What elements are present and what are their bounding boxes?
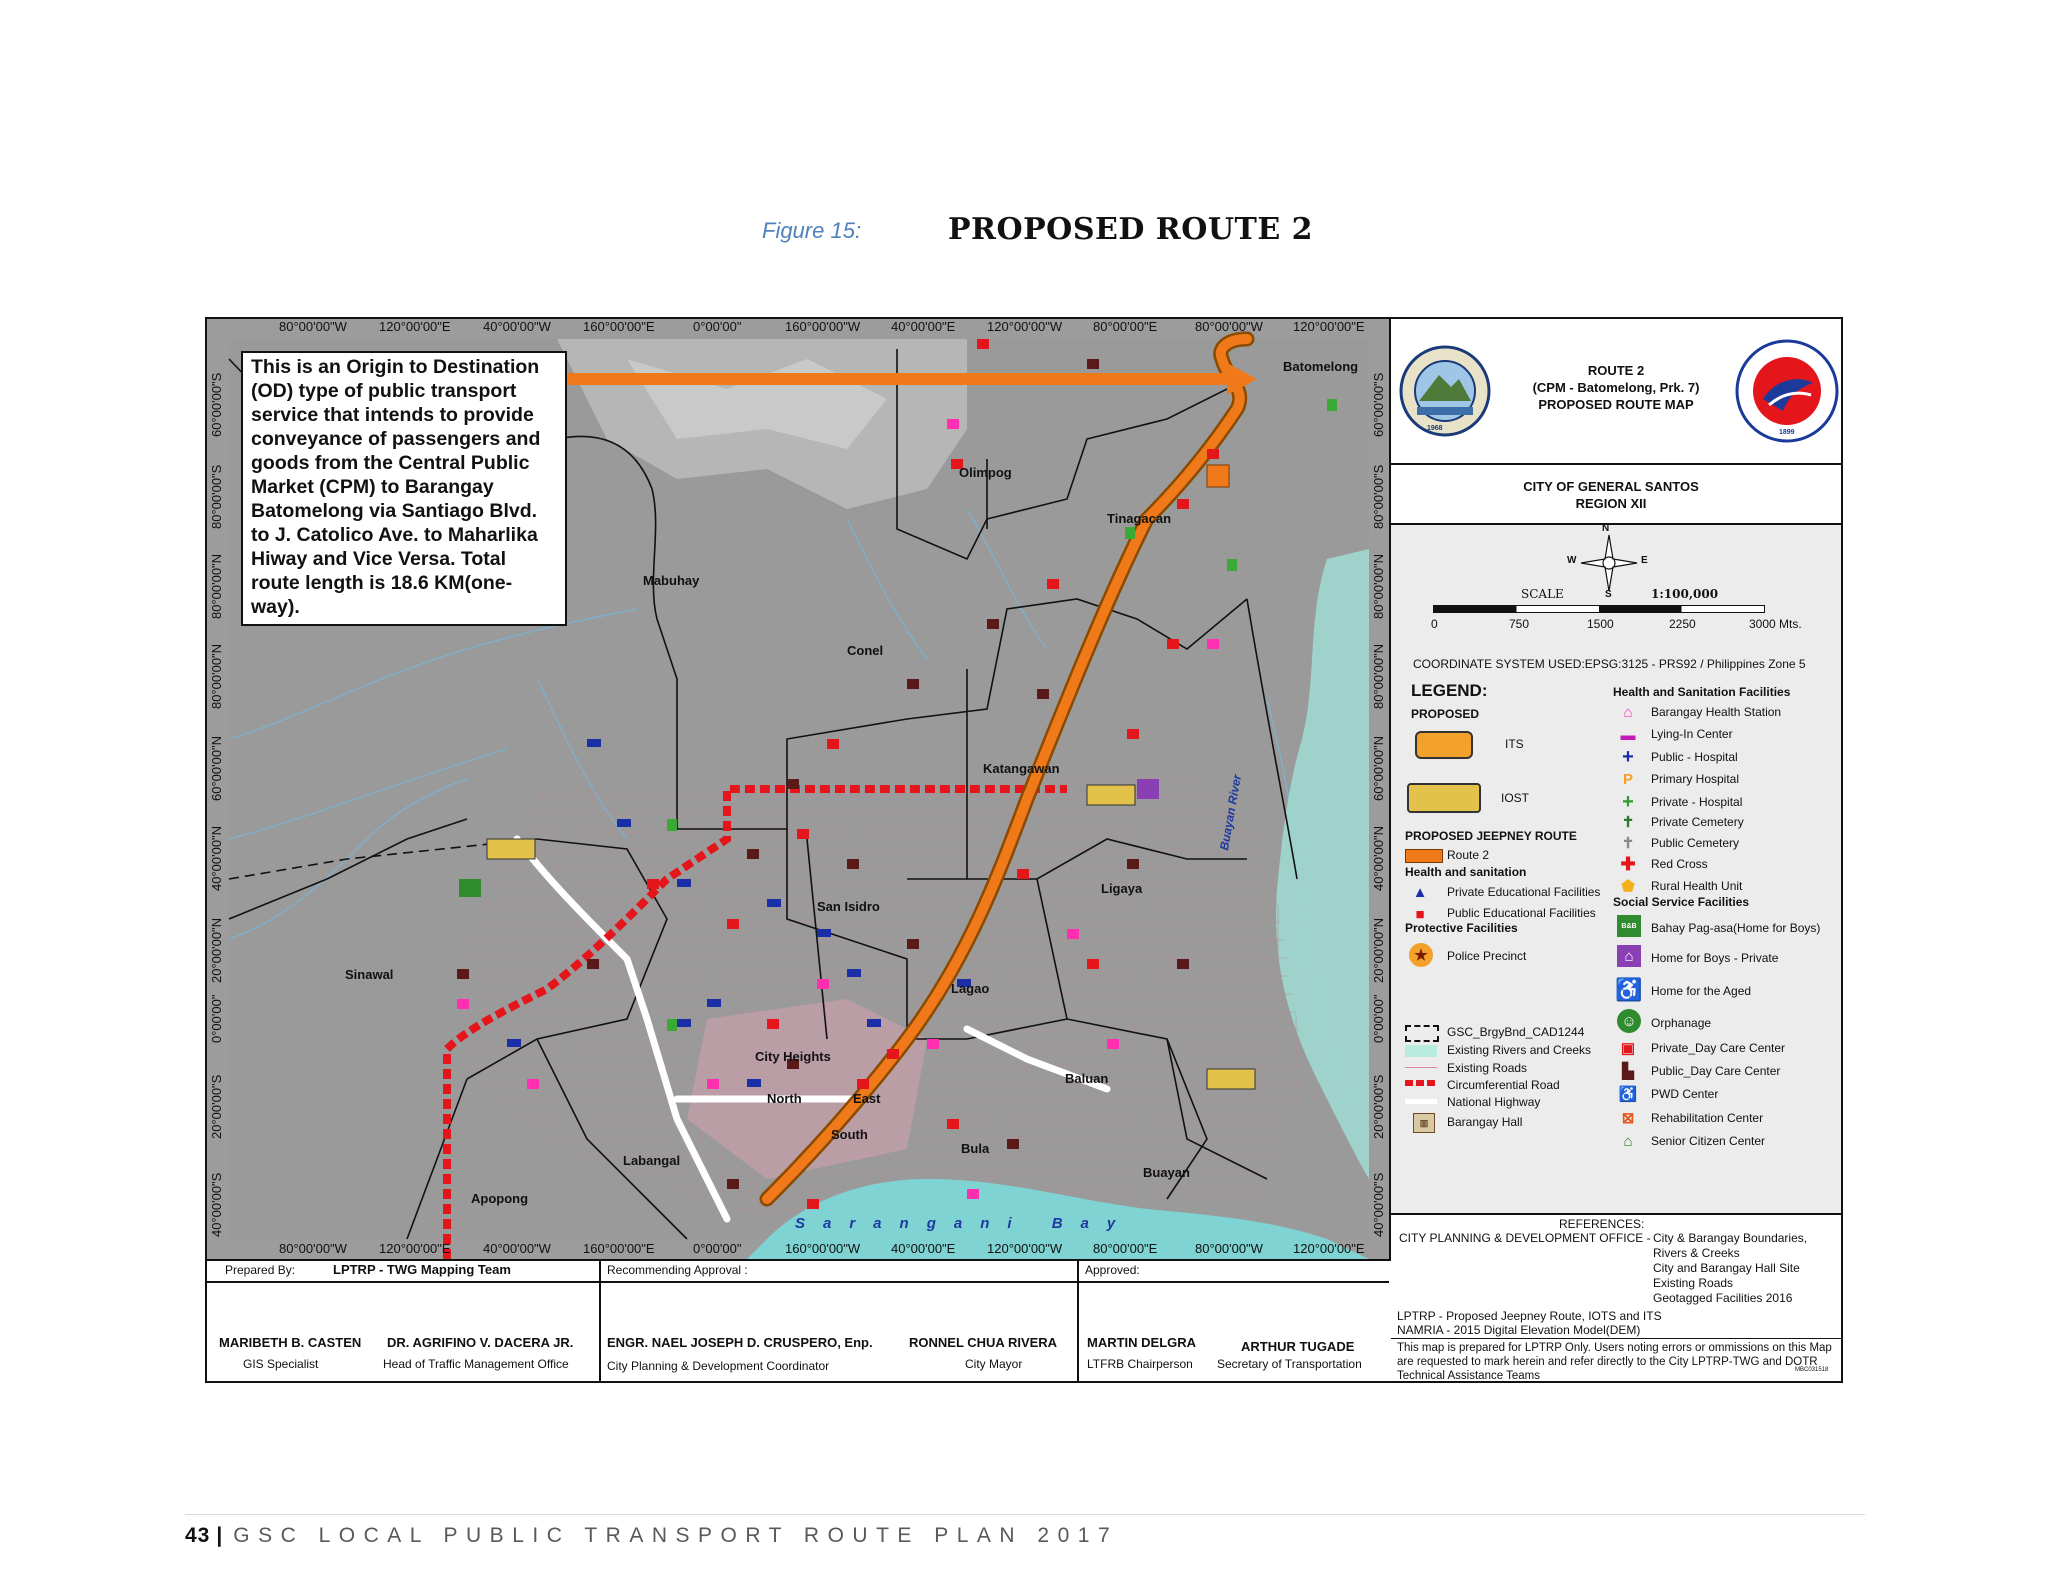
legend-health-0: Barangay Health Station xyxy=(1651,705,1782,719)
ref-rule xyxy=(1391,1338,1841,1339)
ref-item-2: City and Barangay Hall Site xyxy=(1653,1261,1800,1275)
legend-social-heading: Social Service Facilities xyxy=(1613,895,1750,909)
coord-left-5: 60°00'00"N xyxy=(209,735,224,801)
coord-bottom-11: 120°00'00"E xyxy=(1293,1241,1365,1256)
coord-top-2: 120°00'00"E xyxy=(379,319,451,334)
public-cemetery-icon: ✝ xyxy=(1621,835,1635,852)
place-san-isidro: San Isidro xyxy=(817,899,880,914)
legend-route2: Route 2 xyxy=(1447,848,1490,862)
coord-right-3: 80°00'00"N xyxy=(1371,553,1386,619)
scale-tick-2250: 2250 xyxy=(1669,617,1696,631)
legend-health-1: Lying-In Center xyxy=(1651,727,1733,741)
coord-top-6: 160°00'00"W xyxy=(785,319,861,334)
place-conel: Conel xyxy=(847,643,884,658)
pwd-center-icon: ♿ xyxy=(1618,1086,1638,1103)
coord-right-5: 60°00'00"N xyxy=(1371,735,1386,801)
figure-title: PROPOSED ROUTE 2 xyxy=(948,212,1314,247)
city-name: CITY OF GENERAL SANTOS xyxy=(1523,479,1699,494)
legend-social-3: Orphanage xyxy=(1651,1016,1712,1030)
coord-right-9: 20°00'00"S xyxy=(1371,1074,1386,1139)
sig-divider-2 xyxy=(1077,1261,1079,1381)
senior-citizen-icon: ⌂ xyxy=(1623,1132,1633,1150)
place-mabuhay: Mabuhay xyxy=(643,573,700,588)
legend-rivers: Existing Rivers and Creeks xyxy=(1447,1043,1592,1057)
legend-its: ITS xyxy=(1505,737,1524,751)
coord-top-5: 0°00'00" xyxy=(693,319,742,334)
legend-health-2: Public - Hospital xyxy=(1651,750,1738,764)
legend-social-6: PWD Center xyxy=(1651,1087,1719,1101)
scale-label: SCALE xyxy=(1521,587,1564,601)
coord-right-6: 40°00'00"N xyxy=(1371,825,1386,891)
sig-rule xyxy=(207,1281,1389,1283)
coord-bottom-3: 40°00'00"W xyxy=(483,1241,551,1256)
compass-n: N xyxy=(1602,523,1610,534)
legend-health-facilities-heading: Health and Sanitation Facilities xyxy=(1613,685,1791,699)
signatory-2-title: Head of Traffic Management Office xyxy=(383,1357,569,1371)
coord-bottom-7: 40°00'00"E xyxy=(891,1241,956,1256)
coord-bottom-10: 80°00'00"W xyxy=(1195,1241,1263,1256)
place-olimpog: Olimpog xyxy=(959,465,1012,480)
prepared-label: Prepared By: xyxy=(225,1263,296,1277)
coord-right-8: 0°00'00" xyxy=(1371,994,1386,1043)
legend-health-7: Red Cross xyxy=(1651,857,1708,871)
scale-bar xyxy=(1433,605,1765,613)
legend-social-2: Home for the Aged xyxy=(1651,984,1752,998)
legend-box xyxy=(1391,525,1841,1215)
signatory-1-name: MARIBETH B. CASTEN xyxy=(219,1335,362,1350)
coord-top-4: 160°00'00"E xyxy=(583,319,655,334)
legend-health-5: Private Cemetery xyxy=(1651,815,1744,829)
lying-in-icon: ▬ xyxy=(1620,726,1636,744)
legend-barangay-hall: Barangay Hall xyxy=(1447,1115,1523,1129)
public-school-icon: ■ xyxy=(1415,905,1425,923)
legend-social-5: Public_Day Care Center xyxy=(1651,1064,1781,1078)
city-seal-icon xyxy=(1399,345,1491,437)
legend-police: Police Precinct xyxy=(1447,949,1527,963)
legend-protective-heading: Protective Facilities xyxy=(1405,921,1518,935)
place-north: North xyxy=(767,1091,802,1106)
city-seal-year: 1968 xyxy=(1427,425,1443,432)
place-labangal: Labangal xyxy=(623,1153,681,1168)
route-subtitle: (CPM - Batomelong, Prk. 7) xyxy=(1532,380,1700,395)
title-legend-panel xyxy=(1391,319,1841,1381)
legend-jeepney-heading: PROPOSED JEEPNEY ROUTE xyxy=(1405,829,1577,843)
coord-right-7: 20°00'00"N xyxy=(1371,917,1386,983)
recommending-label: Recommending Approval : xyxy=(607,1263,748,1277)
footer-title: GSC LOCAL PUBLIC TRANSPORT ROUTE PLAN 2017 xyxy=(233,1524,1119,1547)
coordinate-system: COORDINATE SYSTEM USED:EPSG:3125 - PRS92 / Philippines Zone 5 xyxy=(1413,657,1806,671)
ref-item-0: City & Barangay Boundaries, xyxy=(1653,1231,1808,1245)
legend-roads: Existing Roads xyxy=(1447,1061,1528,1075)
coord-bottom-9: 80°00'00"E xyxy=(1093,1241,1158,1256)
signatory-4-name: RONNEL CHUA RIVERA xyxy=(909,1335,1058,1350)
city-box xyxy=(1391,465,1841,525)
coord-top-9: 80°00'00"E xyxy=(1093,319,1158,334)
circumferential-swatch xyxy=(1405,1080,1437,1086)
place-east: East xyxy=(853,1091,881,1106)
coord-left-2: 80°00'00"S xyxy=(209,464,224,529)
legend-brgy-bnd: GSC_BrgyBnd_CAD1244 xyxy=(1447,1025,1585,1039)
scale-tick-750: 750 xyxy=(1509,617,1530,631)
references-title: REFERENCES: xyxy=(1559,1217,1645,1231)
legend-private-edu: Private Educational Facilities xyxy=(1447,885,1601,899)
coord-bottom-5: 0°00'00" xyxy=(693,1241,742,1256)
legend-health-sanitation: Health and sanitation xyxy=(1405,865,1527,879)
private-daycare-icon: ▣ xyxy=(1620,1040,1636,1057)
legend-proposed: PROPOSED xyxy=(1411,707,1480,721)
sig-divider-1 xyxy=(599,1261,601,1381)
public-hospital-icon: + xyxy=(1622,745,1634,768)
legend-social-0: Bahay Pag-asa(Home for Boys) xyxy=(1651,921,1821,935)
place-ligaya: Ligaya xyxy=(1101,881,1143,896)
signatory-3-name: ENGR. NAEL JOSEPH D. CRUSPERO, Enp. xyxy=(607,1335,873,1350)
home-for-boys-icon: ⌂ xyxy=(1617,945,1641,967)
coord-left-9: 20°00'00"S xyxy=(209,1074,224,1139)
coord-top-11: 120°00'00"E xyxy=(1293,319,1365,334)
home-for-aged-icon: ♿ xyxy=(1615,977,1643,1002)
ref-lptrp: LPTRP - Proposed Jeepney Route, IOTS and ITS xyxy=(1397,1309,1662,1323)
coord-left-1: 60°00'00"S xyxy=(209,372,224,437)
roads-swatch xyxy=(1405,1067,1437,1068)
signatory-4-title: City Mayor xyxy=(965,1357,1023,1371)
signatory-6-title: Secretary of Transportation xyxy=(1217,1357,1362,1371)
page-footer xyxy=(185,1524,1118,1548)
compass-w: W xyxy=(1567,555,1577,566)
place-bula: Bula xyxy=(961,1141,990,1156)
legend-health-6: Public Cemetery xyxy=(1651,836,1740,850)
place-katangawan: Katangawan xyxy=(983,761,1060,776)
dotr-seal-year: 1899 xyxy=(1779,429,1795,436)
compass-s: S xyxy=(1605,589,1612,600)
legend-health-3: Primary Hospital xyxy=(1651,772,1740,786)
signatory-5-title: LTFRB Chairperson xyxy=(1087,1357,1193,1371)
coord-bottom-2: 120°00'00"E xyxy=(379,1241,451,1256)
primary-hospital-icon: P xyxy=(1622,770,1633,788)
coord-top-7: 40°00'00"E xyxy=(891,319,956,334)
approved-label: Approved: xyxy=(1085,1263,1140,1277)
disclaimer: This map is prepared for LPTRP Only. Users noting errors or ommissions on this Map are requested to mark herein and refer directly to the City LPTRP-TWG and DOTR Technical Assistance Teams xyxy=(1397,1342,1832,1382)
place-south: South xyxy=(831,1127,868,1142)
coord-right-2: 80°00'00"S xyxy=(1371,464,1386,529)
compass-rose-icon xyxy=(1579,533,1639,593)
public-daycare-icon: ▙ xyxy=(1622,1063,1634,1080)
coord-top-10: 80°00'00"W xyxy=(1195,319,1263,334)
scale-tick-0: 0 xyxy=(1431,617,1438,631)
brgy-boundary-swatch xyxy=(1405,1025,1439,1042)
coord-top-3: 40°00'00"W xyxy=(483,319,551,334)
figure-caption: Figure 15: xyxy=(762,218,862,243)
bahay-pag-asa-icon: B&B xyxy=(1617,915,1641,937)
coord-bottom-4: 160°00'00"E xyxy=(583,1241,655,1256)
coord-top-1: 80°00'00"W xyxy=(279,319,347,334)
sarangani-bay-label: Sarangani Bay xyxy=(795,1215,1134,1232)
place-sinawal: Sinawal xyxy=(345,967,394,982)
prepared-team: LPTRP - TWG Mapping Team xyxy=(333,1262,511,1277)
map-sheet xyxy=(205,317,1843,1383)
legend-social-4: Private_Day Care Center xyxy=(1651,1041,1786,1055)
coord-right-4: 80°00'00"N xyxy=(1371,643,1386,709)
legend-public-edu: Public Educational Facilities xyxy=(1447,906,1596,920)
references-box xyxy=(1391,1215,1841,1381)
legend-social-7: Rehabilitation Center xyxy=(1651,1111,1764,1125)
coord-left-7: 20°00'00"N xyxy=(209,917,224,983)
place-baluan: Baluan xyxy=(1065,1071,1109,1086)
route-map-label: PROPOSED ROUTE MAP xyxy=(1538,397,1694,412)
highway-swatch xyxy=(1405,1099,1437,1104)
signatory-1-title: GIS Specialist xyxy=(243,1357,319,1371)
route-title-box xyxy=(1391,319,1841,465)
coord-bottom-8: 120°00'00"W xyxy=(987,1241,1063,1256)
legend-social-1: Home for Boys - Private xyxy=(1651,951,1779,965)
legend-circumferential: Circumferential Road xyxy=(1447,1078,1560,1092)
police-badge-icon: ★ xyxy=(1409,943,1433,967)
orphanage-icon: ☺ xyxy=(1617,1009,1641,1033)
private-hospital-icon: + xyxy=(1622,790,1634,813)
red-cross-icon: ✚ xyxy=(1620,853,1636,874)
scale-tick-3000: 3000 Mts. xyxy=(1749,617,1802,631)
legend-social-8: Senior Citizen Center xyxy=(1651,1134,1766,1148)
coord-right-1: 60°00'00"S xyxy=(1371,372,1386,437)
place-lagao: Lagao xyxy=(951,981,990,996)
signatory-5-name: MARTIN DELGRA xyxy=(1087,1335,1197,1350)
page-number: 43 xyxy=(185,1524,211,1547)
signatory-2-name: DR. AGRIFINO V. DACERA JR. xyxy=(387,1335,574,1350)
signatory-6-name: ARTHUR TUGADE xyxy=(1241,1339,1355,1354)
coord-left-4: 80°00'00"N xyxy=(209,643,224,709)
route2-swatch xyxy=(1405,849,1443,863)
map-frame xyxy=(207,319,1391,1259)
coord-left-6: 40°00'00"N xyxy=(209,825,224,891)
legend-national-highway: National Highway xyxy=(1447,1095,1541,1109)
legend-iost: IOST xyxy=(1501,791,1530,805)
place-batomelong: Batomelong xyxy=(1283,359,1359,374)
private-cemetery-icon: ✝ xyxy=(1621,814,1635,831)
ref-namria: NAMRIA - 2015 Digital Elevation Model(DEM) xyxy=(1397,1323,1641,1337)
place-city-heights: City Heights xyxy=(755,1049,831,1064)
health-station-icon: ⌂ xyxy=(1623,703,1633,721)
ref-office: CITY PLANNING & DEVELOPMENT OFFICE - xyxy=(1399,1231,1651,1245)
coord-left-10: 40°00'00"S xyxy=(209,1172,224,1237)
coord-bottom-6: 160°00'00"W xyxy=(785,1241,861,1256)
scale-value: 1:100,000 xyxy=(1651,587,1719,601)
region-name: REGION XII xyxy=(1575,496,1647,511)
its-bus-icon xyxy=(1415,731,1473,759)
rehabilitation-icon: ⊠ xyxy=(1621,1110,1635,1127)
legend-health-8: Rural Health Unit xyxy=(1651,879,1743,893)
footer-rule xyxy=(185,1514,1865,1515)
place-buayan: Buayan xyxy=(1143,1165,1190,1180)
coord-top-8: 120°00'00"W xyxy=(987,319,1063,334)
compass-e: E xyxy=(1641,555,1648,566)
rural-health-unit-icon: ⬟ xyxy=(1621,878,1635,895)
legend-title: LEGEND: xyxy=(1411,681,1488,700)
scale-tick-1500: 1500 xyxy=(1587,617,1614,631)
dotr-seal-icon xyxy=(1735,339,1839,443)
route-title: ROUTE 2 xyxy=(1587,363,1645,378)
coord-left-3: 80°00'00"N xyxy=(209,553,224,619)
buayan-river-label: Buayan River xyxy=(1217,773,1245,852)
ref-item-1: Rivers & Creeks xyxy=(1653,1246,1740,1260)
rivers-swatch xyxy=(1405,1045,1437,1057)
iost-jeepney-icon xyxy=(1407,783,1481,813)
ref-item-4: Geotagged Facilities 2016 xyxy=(1653,1291,1793,1305)
barangay-hall-icon: ▥ xyxy=(1413,1113,1435,1133)
place-tinagacan: Tinagacan xyxy=(1107,511,1172,526)
od-description-box: This is an Origin to Destination (OD) type of public transport service that intends to provide conveyance of passengers and goods from the Central Public Market (CPM) to Barangay Batomelong via Santiago Blvd. to J. Catolico Ave. to Maharlika Hiway and Vice Versa. Total route length is 18.6 KM(one-way). xyxy=(241,351,567,626)
ref-item-3: Existing Roads xyxy=(1653,1276,1734,1290)
place-apopong: Apopong xyxy=(471,1191,529,1206)
private-school-icon: ▲ xyxy=(1412,883,1428,901)
footer-separator: | xyxy=(216,1524,224,1547)
coord-left-8: 0°00'00" xyxy=(209,994,224,1043)
map-code: MBC031518 xyxy=(1795,1367,1829,1373)
coord-bottom-1: 80°00'00"W xyxy=(279,1241,347,1256)
signatory-3-title: City Planning & Development Coordinator xyxy=(607,1359,830,1373)
signature-bar xyxy=(207,1259,1391,1381)
coord-right-10: 40°00'00"S xyxy=(1371,1172,1386,1237)
legend-health-4: Private - Hospital xyxy=(1651,795,1743,809)
